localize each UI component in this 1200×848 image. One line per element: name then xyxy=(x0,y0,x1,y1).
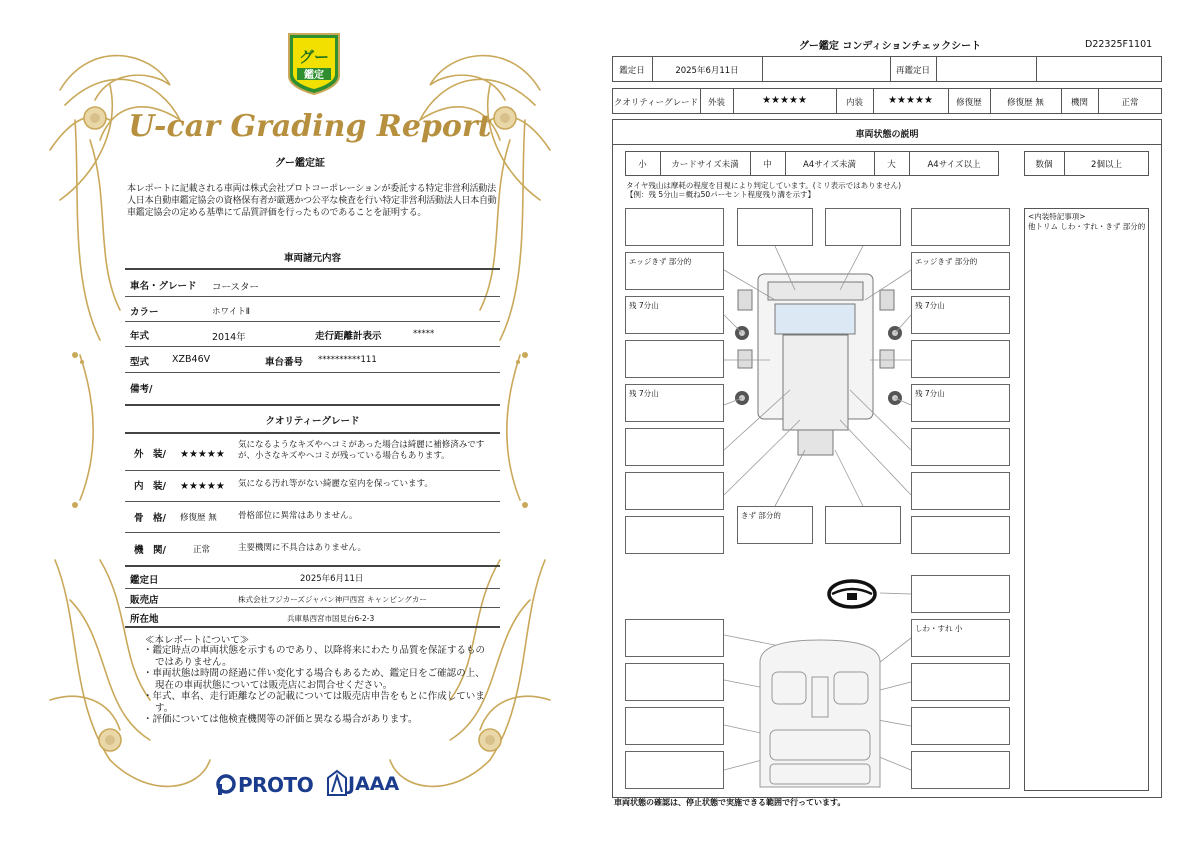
exterior-label: 外 装/ xyxy=(134,449,166,460)
divider xyxy=(125,565,500,567)
engine-value: 正常 xyxy=(193,545,211,555)
inspection-date-value: 2025年6月11日 xyxy=(300,574,364,584)
steering-wheel-icon xyxy=(826,578,878,610)
color-value: ホワイトⅡ xyxy=(212,307,250,317)
frame-label: 骨 格/ xyxy=(134,513,166,524)
exterior-label: 外装 xyxy=(707,98,725,108)
list-item: ・鑑定時点の車両状態を示すものであり、以降将来にわたり品質を保証するものではありません。 xyxy=(143,645,486,668)
about-report-title: ≪本レポートについて≫ xyxy=(145,635,250,646)
year-label: 年式 xyxy=(130,331,150,342)
divider xyxy=(125,588,500,589)
divider xyxy=(125,346,500,347)
divider xyxy=(125,432,500,434)
condition-title: 車両状態の説明 xyxy=(855,130,919,140)
legend-mid-desc: A4サイズ未満 xyxy=(802,160,857,170)
script-title xyxy=(128,100,492,150)
divider xyxy=(125,296,500,297)
quality-grade-label: クオリティーグレード xyxy=(613,98,699,108)
rear-scratch-note: きず 部分的 xyxy=(741,511,781,520)
interior-notes-text: 他トリム しわ・すれ・きず 部分的 xyxy=(1028,222,1146,231)
proto-logo-icon xyxy=(216,774,236,796)
mileage-label: 走行距離計表示 xyxy=(315,331,382,342)
legend-count-desc: 2個以上 xyxy=(1091,160,1122,170)
engine-label: 機 関/ xyxy=(134,545,166,556)
divider xyxy=(125,626,500,628)
legend-count: 数個 xyxy=(1035,160,1053,170)
interior-stars: ★★★★★ xyxy=(180,481,225,492)
repair-label: 修復歴 xyxy=(956,98,982,108)
condition-check-sheet xyxy=(600,0,1200,848)
frame-value: 修復歴 無 xyxy=(180,513,217,523)
tire-example-note: 【例：残 5分山＝概ね50パーセント程度残り溝を示す】 xyxy=(626,190,816,199)
divider xyxy=(125,470,500,471)
tire-fl-note: 残 7分山 xyxy=(629,301,659,310)
divider xyxy=(125,501,500,502)
front-right-note: エッジきず 部分的 xyxy=(915,257,978,266)
address-label: 所在地 xyxy=(130,614,159,625)
list-item: ・評価については他検査機関等の評価と異なる場合があります。 xyxy=(143,714,418,725)
legend-large: 大 xyxy=(887,160,896,170)
exterior-stars: ★★★★★ xyxy=(180,449,225,460)
interior-notes-box xyxy=(1024,208,1149,791)
car-name-value: コースター xyxy=(212,282,260,293)
address-value: 兵庫県西宮市国見台6-2-3 xyxy=(287,614,375,623)
proto-logo: PROTO xyxy=(238,773,314,797)
dealer-value: 株式会社フジカーズジャパン神戸西宮 キャンピングカー xyxy=(238,595,427,604)
sheet-code: D22325F1101 xyxy=(1085,39,1153,50)
about-report-list xyxy=(143,645,493,726)
interior-notes-title: <内装特記事項> xyxy=(1028,212,1086,221)
remarks-label: 備考/ xyxy=(130,384,153,395)
divider xyxy=(125,607,500,608)
divider xyxy=(125,532,500,533)
vehicle-interior-diagram xyxy=(750,632,890,792)
dealer-label: 販売店 xyxy=(130,595,159,606)
footer-note: 車両状態の確認は、停止状態で実施できる範囲で行っています。 xyxy=(614,798,846,807)
chassis-value: **********111 xyxy=(318,355,377,365)
divider xyxy=(125,404,500,406)
date-label: 鑑定日 xyxy=(619,66,645,76)
legend-small-desc: カードサイズ未満 xyxy=(671,160,739,170)
divider xyxy=(125,321,500,322)
legend-large-desc: A4サイズ以上 xyxy=(927,160,981,170)
badge-text-bottom: 鑑定 xyxy=(304,70,324,81)
tire-rl-note: 残 7分山 xyxy=(629,389,659,398)
engine-value: 正常 xyxy=(1121,98,1139,108)
chassis-label: 車台番号 xyxy=(265,357,304,368)
car-name-label: 車名・グレード xyxy=(130,281,197,292)
certificate-title: グー鑑定証 xyxy=(275,158,325,169)
engine-label: 機関 xyxy=(1070,98,1088,108)
list-item: ・車両状態は時間の経過に伴い変化する場合もあるため、鑑定日をご確認の上、現在の車両状態については販売店にお問合せください。 xyxy=(143,668,485,691)
mileage-value: ***** xyxy=(413,329,435,339)
tire-note: タイヤ残山は摩耗の程度を目視により判定しています。(ミリ表示ではありません) xyxy=(626,181,902,190)
legend-small: 小 xyxy=(638,160,647,170)
goo-kantei-badge-icon xyxy=(283,30,345,96)
repair-value: 修復歴 無 xyxy=(1007,98,1044,108)
list-item: ・年式、車名、走行距離などの記載については販売店申告をもとに作成しています。 xyxy=(143,691,485,714)
divider xyxy=(125,268,500,270)
interior-label: 内装 xyxy=(845,98,863,108)
interior-stars: ★★★★★ xyxy=(888,95,933,106)
svg-text:U-car Grading Report: U-car Grading Report xyxy=(128,109,492,144)
spec-section-title: 車両諸元内容 xyxy=(283,253,341,264)
quality-section-title: クオリティーグレード xyxy=(265,416,360,427)
year-value: 2014年 xyxy=(212,332,246,343)
redate-label: 再鑑定日 xyxy=(895,66,930,76)
front-left-note: エッジきず 部分的 xyxy=(629,257,692,266)
badge-text-top: グー xyxy=(298,48,330,66)
model-value: XZB46V xyxy=(172,354,211,365)
exterior-stars: ★★★★★ xyxy=(762,95,807,106)
color-label: カラー xyxy=(130,307,159,318)
engine-description: 主要機関に不具合はありません。 xyxy=(238,543,367,553)
jaaa-logo: JAAA xyxy=(348,773,400,795)
interior-wear-note: しわ・すれ 小 xyxy=(915,624,963,633)
inspection-date-label: 鑑定日 xyxy=(130,575,159,586)
jaaa-logo-icon xyxy=(327,770,347,796)
model-label: 型式 xyxy=(130,357,150,368)
frame-description: 骨格部位に異常はありません。 xyxy=(238,511,358,521)
tire-rr-note: 残 7分山 xyxy=(915,389,945,398)
legend-mid: 中 xyxy=(763,160,772,170)
certificate-statement: 本レポートに記載される車両は株式会社プロトコーポレーションが委託する特定非営利活動法人日本自動車鑑定協会の資格保有者が厳選かつ公平な検査を行い特定非営利活動法人日本自動車鑑定協会の定める基準にて品質評価を行ったものであることを証明する。 xyxy=(127,184,497,218)
interior-description: 気になる汚れ等がない綺麗な室内を保っています。 xyxy=(238,479,433,489)
date-value: 2025年6月11日 xyxy=(675,66,739,76)
tire-fr-note: 残 7分山 xyxy=(915,301,945,310)
exterior-description: 気になるようなキズやヘコミがあった場合は綺麗に補修済みですが、小さなキズやヘコミが残っている場合もあります。 xyxy=(238,440,485,461)
sheet-title: グー鑑定 コンディションチェックシート xyxy=(798,41,982,52)
divider xyxy=(125,372,500,373)
interior-label: 内 装/ xyxy=(134,481,166,492)
